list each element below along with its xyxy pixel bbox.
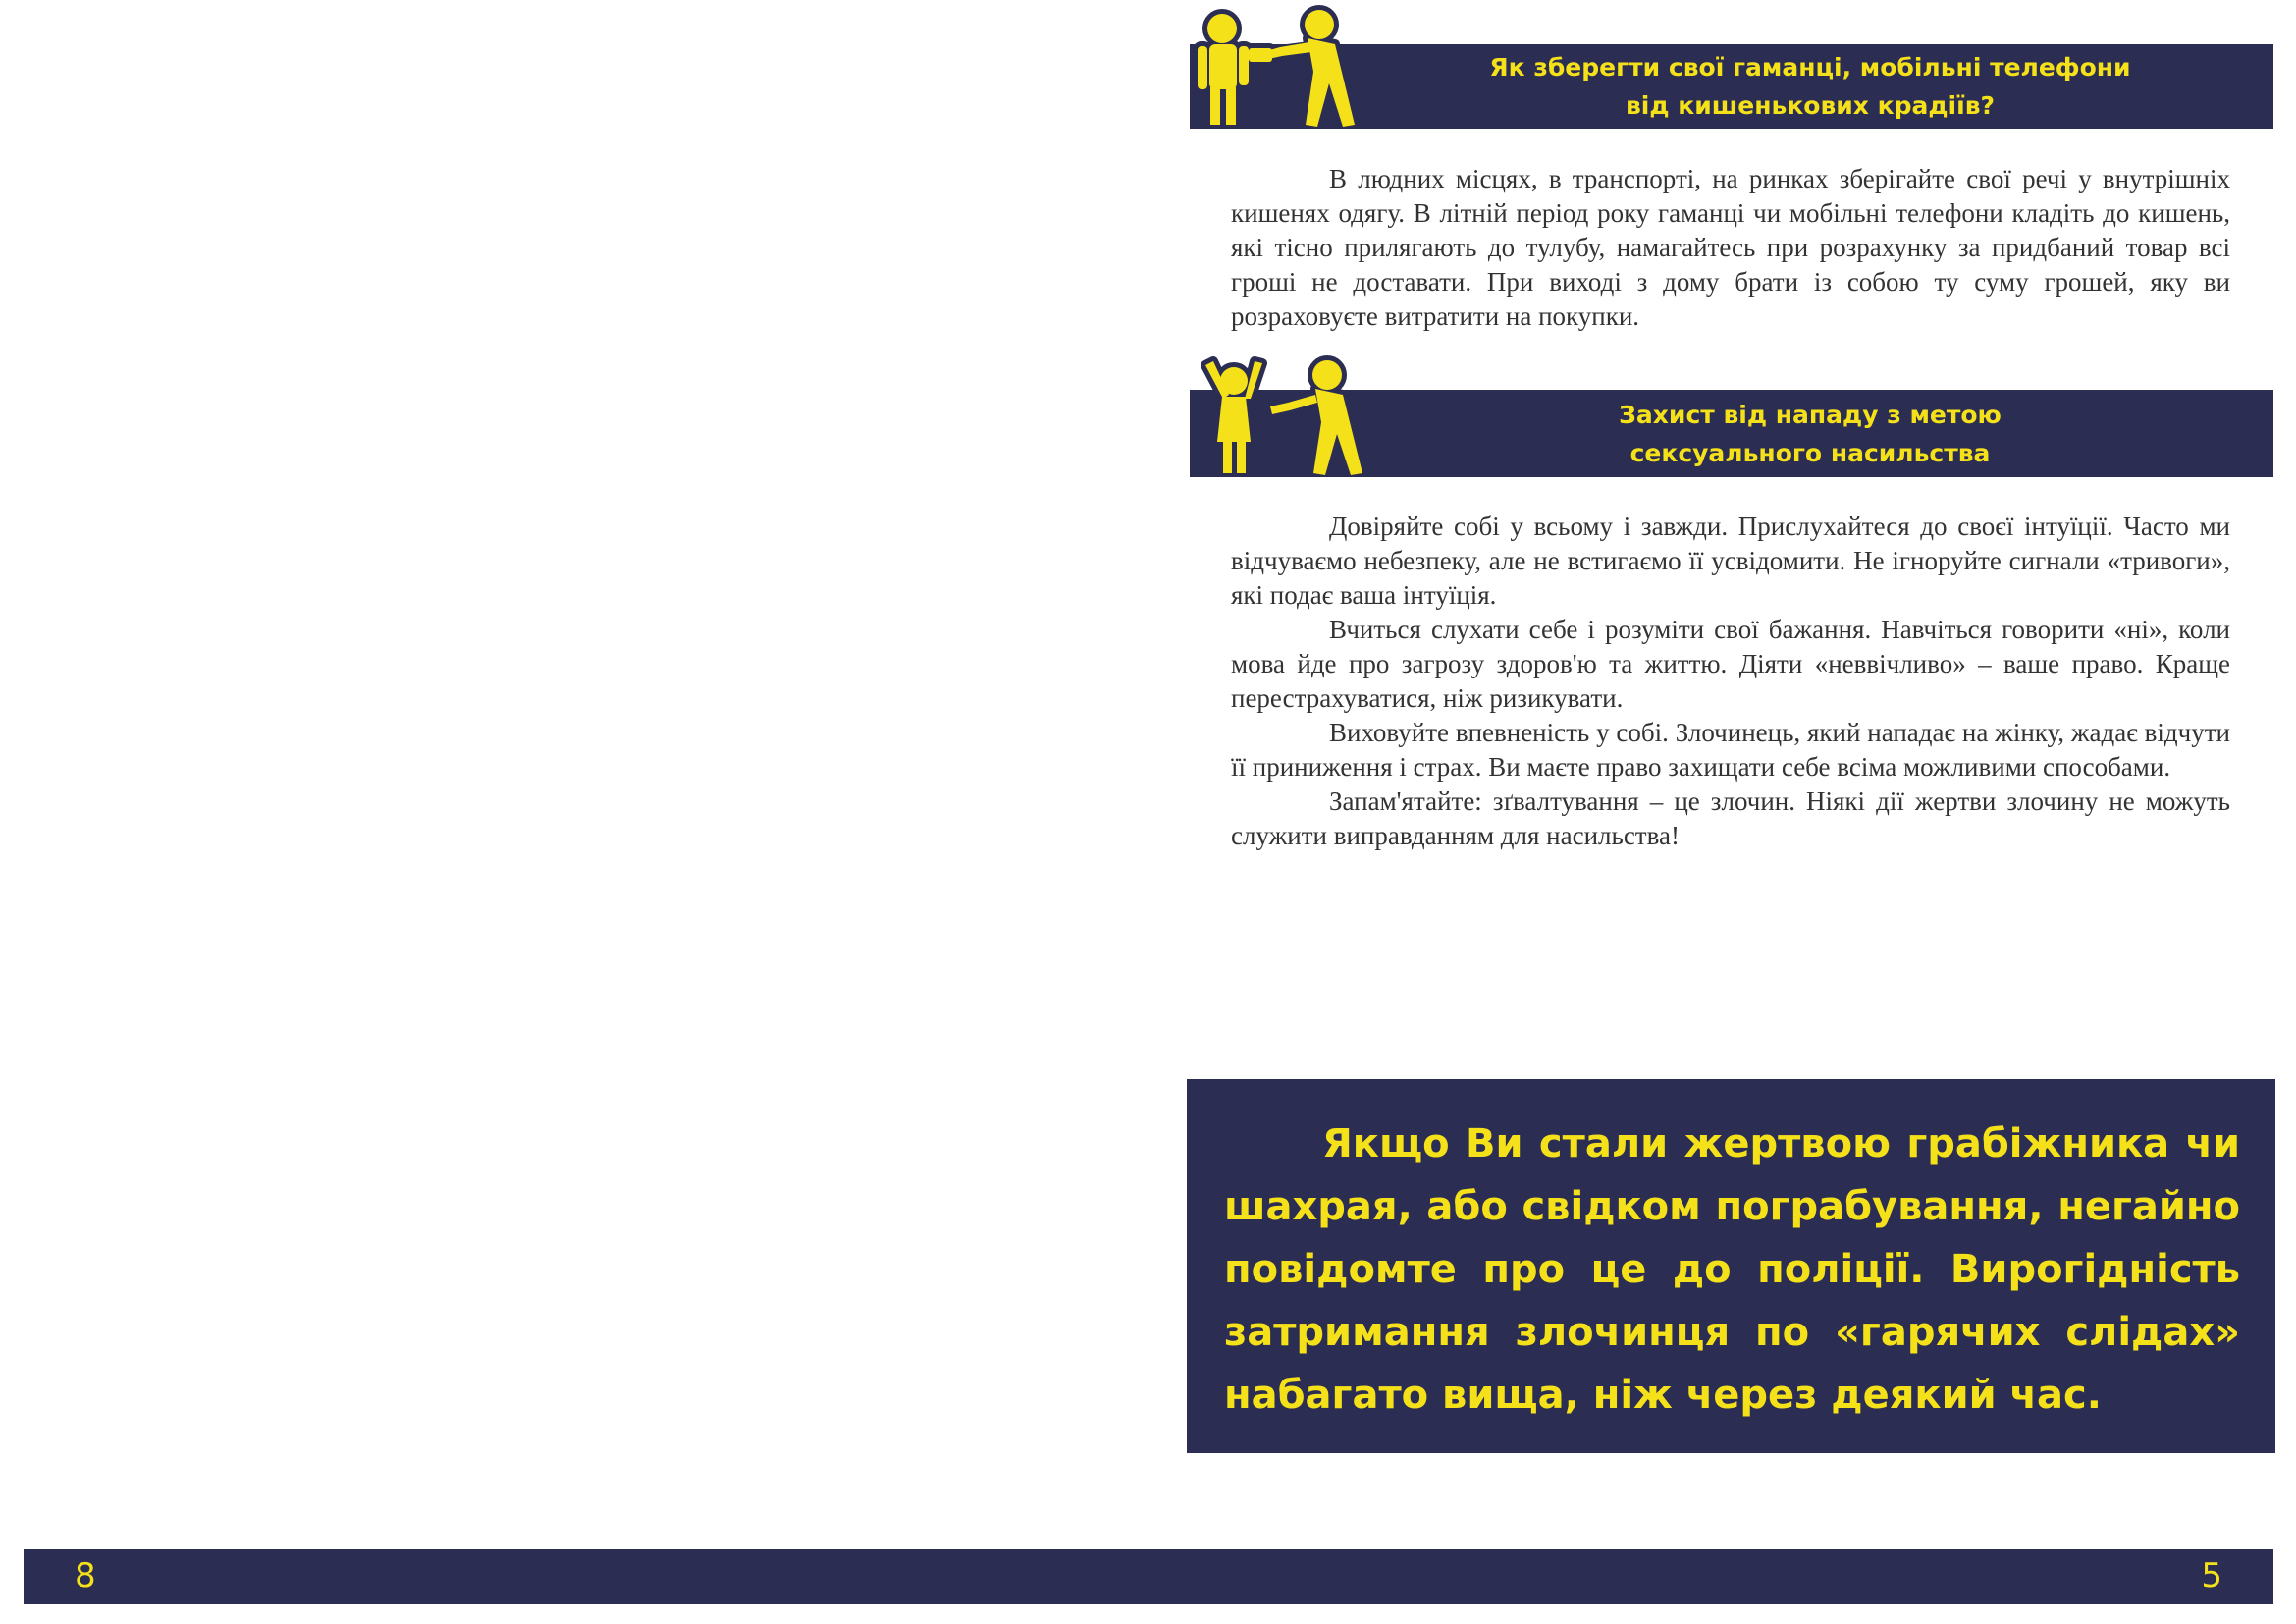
page-number-left: 8 xyxy=(75,1556,96,1596)
section2-title-line2: сексуального насильства xyxy=(1629,438,1991,467)
section2-body xyxy=(1231,510,2230,853)
assault-icon xyxy=(1190,352,1376,477)
section1-title-line2: від кишенькових крадіїв? xyxy=(1625,91,1996,120)
section2-paragraph: Вчиться слухати себе і розуміти свої бажання. Навчіться говорити «ні», коли мова йде про загрозу здоров'ю та життю. Діяти «неввічливо» – ваше право. Краще перестрахуватися, ніж ризикувати. xyxy=(1231,615,2230,713)
pickpocket-icon xyxy=(1190,3,1376,129)
section2-paragraph: Довіряйте собі у всьому і завжди. Прислухайтеся до своєї інтуїції. Часто ми відчуваємо небезпеку, але не встигаємо її усвідомити. Не ігноруйте сигнали «тривоги», які подає ваша інтуїція. xyxy=(1231,512,2230,610)
footer-bar xyxy=(24,1549,2273,1604)
section1-body xyxy=(1231,162,2230,334)
section2-title-line1: Захист від нападу з метою xyxy=(1619,400,2002,429)
section1-title-line1: Як зберегти свої гаманці, мобільні телефони xyxy=(1489,53,2131,81)
page-number-right: 5 xyxy=(2201,1556,2222,1596)
section2-paragraph: Запам'ятайте: зґвалтування – це злочин. Ніякі дії жертви злочину не можуть служити виправданням для насильства! xyxy=(1231,786,2230,850)
police-callout-box xyxy=(1187,1079,2275,1453)
section2-paragraph: Виховуйте впевненість у собі. Злочинець, який нападає на жінку, жадає відчути її приниження і страх. Ви маєте право захищати себе всіма можливими способами. xyxy=(1231,718,2230,782)
section1-paragraph: В людних місцях, в транспорті, на ринках зберігайте свої речі у внутрішніх кишенях одягу. В літній період року гаманці чи мобільні телефони кладіть до кишень, які тісно прилягають до тулубу, намагайтесь при розрахунку за придбаний товар всі гроші не доставати. При виході з дому брати із собою ту суму грошей, яку ви розраховуєте витратити на покупки. xyxy=(1231,164,2230,331)
police-callout-text: Якщо Ви стали жертвою грабіжника чи шахрая, або свідком пограбування, негайно повідомте про це до поліції. Вирогідність затримання злочинця по «гарячих слідах» набагато вища, ніж через деякий час. xyxy=(1224,1121,2240,1418)
